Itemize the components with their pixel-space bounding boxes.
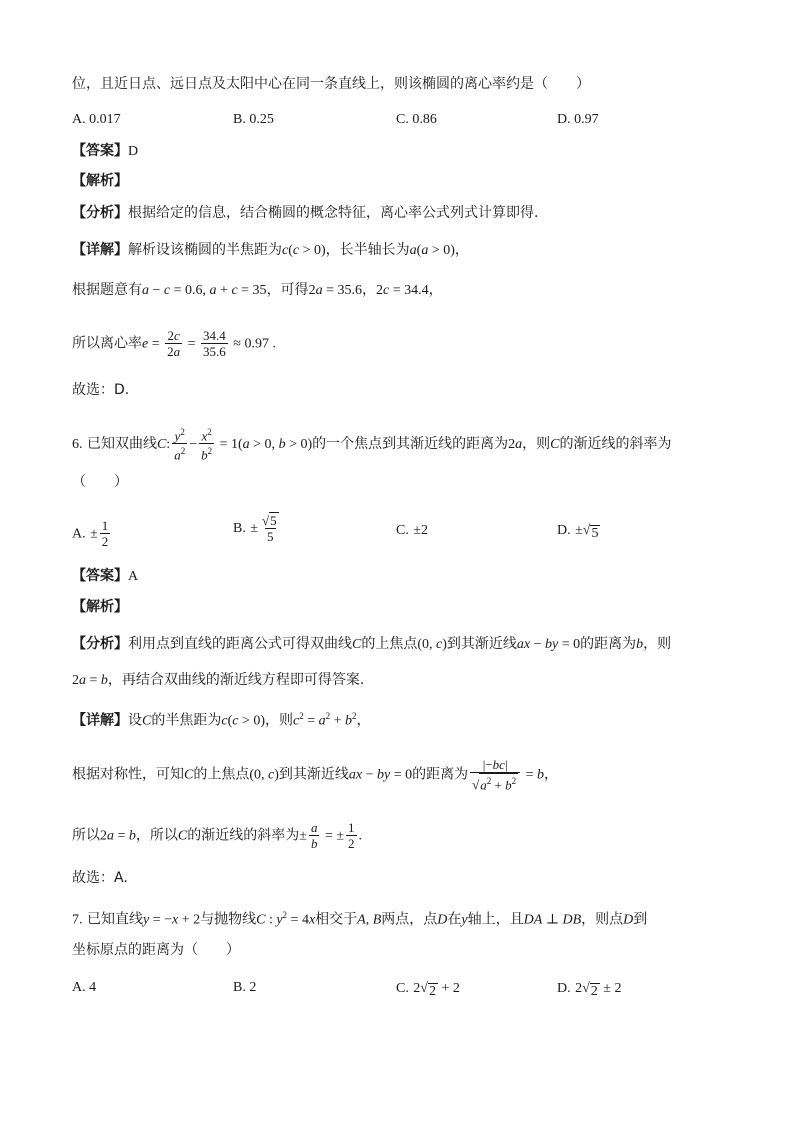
q5-stem-continuation: 位，且近日点、远日点及太阳中心在同一条直线上，则该椭圆的离心率约是（ ）: [72, 76, 590, 92]
fraction: $\frac{1}{2}$: [101, 518, 109, 549]
fraction: $\frac{x^2}{b^2}$: [201, 427, 213, 463]
q6-option-d: D. ± √ 5: [557, 523, 599, 541]
text: 的上焦点: [361, 636, 418, 652]
text: ，则: [265, 712, 294, 729]
q6-option-a: A. ± $\frac{1}{2}$: [72, 518, 109, 549]
formula: = 35: [237, 283, 267, 298]
text: 的一个焦点到其渐近线的距离为: [312, 435, 509, 452]
text: 两点，点: [381, 911, 438, 928]
question-number: 6.: [72, 436, 83, 452]
text: ，: [361, 282, 376, 298]
formula: (: [416, 243, 422, 258]
text: 轴上，且: [467, 911, 524, 928]
q5-answer: [72, 141, 734, 162]
q6-detail-line-3: 所以2a = b，所以C的渐近线的斜率为± $\frac{a}{b}$ = ± $\frac{1}{2}$ .: [72, 820, 363, 851]
formula: a: [142, 283, 149, 298]
answer-tag: 【答案】: [72, 568, 128, 584]
q7-option-a: A. 4: [72, 980, 97, 995]
text: 利用点到直线的距离公式可得双曲线: [128, 636, 352, 652]
formula: −: [149, 283, 164, 298]
formula: c: [282, 243, 289, 258]
fraction: $\frac{2c}{2a}$: [167, 328, 181, 359]
option-label: D.: [557, 523, 571, 538]
text: ，则点: [581, 911, 624, 928]
formula: 2: [375, 283, 383, 298]
q5-detail-line-2: [72, 280, 734, 301]
q7-stem-line-1: 7. 已知直线y = −x + 2与抛物线C : $y^2 = 4x$相交于A, B两点，点D在y轴上，且DA ⊥ DB，则点D到: [72, 910, 648, 928]
q6-analysis-tag: [72, 597, 734, 617]
fraction: √ 5 5: [261, 513, 277, 544]
q6-detail-line-1: 【详解】设C的半焦距为c(c > 0)，则$c^2 = a^2 + b^2$，: [72, 711, 371, 729]
text: 的距离为: [412, 766, 469, 783]
text: 到其渐近线: [446, 636, 517, 652]
question-number: 7.: [72, 912, 83, 928]
q6-option-b: B. ± √ 5 5: [233, 512, 283, 544]
text: ，: [356, 712, 371, 729]
fraction: $\frac{34.4}{35.6}$: [203, 328, 226, 359]
fraction: $\frac{a}{b}$: [310, 820, 318, 851]
text: 根据对称性，可知: [72, 766, 184, 783]
text: ，再结合双曲线的渐近线方程即可得答案.: [107, 672, 365, 688]
q5-detail-line-1: 【详解】解析设该椭圆的半焦距为c(c > 0)，长半轴长为a(a > 0)，: [72, 242, 469, 258]
q5-detail-line-3: 所以离心率e = $\frac{2c}{2a}$ = $\frac{34.4}{35.6}$ ≈ 0.97 .: [72, 328, 276, 359]
formula: c: [163, 283, 171, 298]
formula: C: [156, 436, 167, 452]
formula: c: [382, 283, 390, 298]
text: 已知双曲线: [86, 435, 157, 452]
q5-option-d: D. 0.97: [557, 112, 599, 127]
fenxi-text: 根据给定的信息，结合椭圆的概念特征，离心率公式列式计算即得.: [128, 205, 539, 221]
fenxi-tag: 【分析】: [72, 636, 128, 652]
analysis-tag: 【解析】: [72, 599, 128, 615]
option-label: C.: [396, 981, 409, 996]
q6-conclusion: 故选：A.: [72, 870, 128, 886]
answer-tag: 【答案】: [72, 143, 128, 159]
text: 根据题意有: [72, 282, 142, 298]
q7-option-c: C. 2 √ 2 + 2: [396, 981, 460, 999]
answer-value: D: [128, 144, 139, 159]
option-label: B.: [233, 521, 246, 536]
formula: = 34.4: [389, 283, 429, 298]
answer-value: A: [128, 569, 139, 584]
text: 的上焦点: [193, 766, 250, 783]
formula: e: [142, 336, 149, 352]
q6-answer: [72, 566, 734, 587]
fraction: $\frac{y^2}{a^2}$: [174, 427, 186, 463]
q5-conclusion: 故选：D.: [72, 382, 130, 398]
text: 相交于: [315, 911, 358, 928]
q5-option-c: C. 0.86: [396, 112, 437, 127]
text: 到: [633, 911, 648, 928]
q6-fenxi-line-1: 【分析】利用点到直线的距离公式可得双曲线C的上焦点(0, c)到其渐近线ax − by = 0的距离为b，则: [72, 636, 672, 652]
q5-analysis-tag: [72, 171, 734, 191]
text: ，则: [643, 636, 672, 652]
q7-option-d: D. 2 √ 2 ± 2: [557, 981, 622, 999]
text: ，长半轴长为: [325, 242, 410, 258]
formula: = 0.6,: [170, 283, 210, 298]
q7-option-b: B. 2: [233, 980, 257, 995]
text: 的半焦距为: [151, 712, 222, 729]
fenxi-tag: 【分析】: [72, 205, 128, 221]
text: 解析设该椭圆的半焦距为: [128, 242, 282, 258]
q5-option-a: A. 0.017: [72, 112, 121, 127]
fraction: |−bc| √ $a^2 + b^2$: [470, 757, 520, 792]
q7-stem-line-2: 坐标原点的距离为（ ）: [72, 942, 240, 958]
q5-fenxi: [72, 203, 734, 223]
formula: (: [288, 243, 293, 258]
formula: a: [421, 243, 429, 258]
text: ，可得: [266, 282, 309, 298]
text: 所以: [72, 827, 100, 844]
q6-detail-line-2: 根据对称性，可知C的上焦点(0, c)到其渐近线ax − by = 0的距离为 |−bc| √ $a^2 + b^2$ = b，: [72, 757, 559, 793]
text: 的渐近线的斜率为: [559, 435, 672, 452]
analysis-tag: 【解析】: [72, 173, 128, 189]
text: 所以离心率: [72, 335, 142, 352]
formula: c: [292, 243, 300, 258]
option-label: C.: [396, 523, 409, 538]
q6-stem-paren: （ ）: [72, 474, 128, 490]
formula: +: [216, 283, 232, 298]
text: ，: [428, 282, 443, 298]
text: 到其渐近线: [278, 766, 349, 783]
formula: c: [231, 283, 238, 298]
text: 在: [447, 911, 462, 928]
text: 的渐近线的斜率为: [187, 827, 300, 844]
q6-fenxi-line-2: 2a = b，再结合双曲线的渐近线方程即可得答案.: [72, 672, 365, 688]
text: 的距离为: [580, 636, 637, 652]
formula: a: [409, 243, 417, 258]
option-label: A.: [72, 526, 86, 542]
formula: > 0): [299, 243, 326, 258]
formula: > 0): [428, 243, 455, 258]
xiangjie-tag: 【详解】: [72, 242, 128, 258]
option-label: D.: [557, 981, 571, 996]
formula: a: [315, 283, 323, 298]
text: ，所以: [135, 827, 178, 844]
text: 设: [128, 712, 142, 729]
fraction: $\frac{1}{2}$: [348, 820, 355, 851]
text: ，则: [522, 435, 551, 452]
formula: a: [209, 283, 217, 298]
text: 与抛物线: [200, 911, 257, 928]
formula: = 35.6: [322, 283, 362, 298]
text: ，: [544, 766, 559, 783]
q6-stem-line-1: 6. 已知双曲线C: $\frac{y^2}{a^2}$ − $\frac{x^2}{b^2}$ = 1(a > 0, b > 0)的一个焦点到其渐近线的距离为2a，则C的渐近线的斜率为: [72, 427, 672, 463]
q5-option-b: B. 0.25: [233, 112, 274, 127]
q6-option-c: C. ±2: [396, 523, 428, 538]
xiangjie-tag: 【详解】: [72, 712, 128, 729]
formula: 2: [308, 283, 316, 298]
text: 已知直线: [86, 911, 143, 928]
